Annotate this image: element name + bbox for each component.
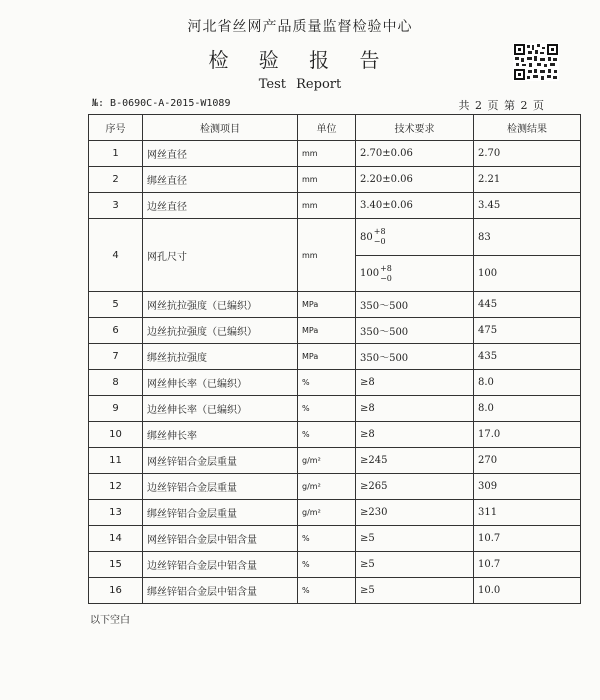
row-result: 10.0 — [474, 578, 581, 604]
row-item: 边丝锌铝合金层重量 — [143, 474, 298, 500]
row-unit: mm — [298, 141, 356, 167]
row-requirement: ≥8 — [356, 396, 474, 422]
row-no: 13 — [89, 500, 143, 526]
table-row — [89, 578, 581, 604]
row-result — [474, 219, 581, 292]
tolerance-plus: +8 — [380, 263, 392, 273]
tolerance-base: 80 — [360, 231, 373, 243]
table-row — [89, 526, 581, 552]
row-result: 270 — [474, 448, 581, 474]
row-requirement: ≥230 — [356, 500, 474, 526]
row-item: 边丝锌铝合金层中铝含量 — [143, 552, 298, 578]
sub-result: 100 — [474, 255, 580, 291]
table-row — [89, 344, 581, 370]
row-requirement: ≥5 — [356, 578, 474, 604]
table-row — [89, 448, 581, 474]
row-requirement: 350～500 — [356, 292, 474, 318]
table-row — [89, 422, 581, 448]
row-unit: % — [298, 396, 356, 422]
row-requirement: ≥245 — [356, 448, 474, 474]
table-header-row — [89, 115, 581, 141]
row-unit: mm — [298, 167, 356, 193]
row-unit: g/m² — [298, 448, 356, 474]
tolerance-plus: +8 — [373, 227, 386, 236]
row-item: 网丝抗拉强度（已编织） — [143, 292, 298, 318]
row-requirement: ≥5 — [356, 526, 474, 552]
col-header-no: 序号 — [89, 115, 143, 141]
row-requirement: 2.70±0.06 — [356, 141, 474, 167]
table-row — [89, 141, 581, 167]
row-result: 309 — [474, 474, 581, 500]
row-no: 12 — [89, 474, 143, 500]
row-requirement: 2.20±0.06 — [356, 167, 474, 193]
row-unit: % — [298, 370, 356, 396]
table-row — [89, 167, 581, 193]
tolerance-minus: −0 — [380, 273, 392, 283]
org-name: 河北省丝网产品质量监督检验中心 — [187, 19, 413, 35]
page-info: 共 2 页 第 2 页 — [458, 99, 545, 112]
row-requirement: 3.40±0.06 — [356, 193, 474, 219]
row-unit: MPa — [298, 292, 356, 318]
tolerance-value — [360, 264, 392, 284]
row-unit: MPa — [298, 318, 356, 344]
row-no: 5 — [89, 292, 143, 318]
row-no: 9 — [89, 396, 143, 422]
row-unit: g/m² — [298, 474, 356, 500]
row-item: 边丝抗拉强度（已编织） — [143, 318, 298, 344]
report-header — [0, 0, 600, 100]
row-result: 8.0 — [474, 396, 581, 422]
row-unit: % — [298, 578, 356, 604]
row-unit: MPa — [298, 344, 356, 370]
row-result: 10.7 — [474, 526, 581, 552]
row-item: 网丝伸长率（已编织） — [143, 370, 298, 396]
qr-code-icon — [513, 43, 559, 81]
row-unit: mm — [298, 219, 356, 292]
row-result: 3.45 — [474, 193, 581, 219]
row-result: 17.0 — [474, 422, 581, 448]
row-no: 7 — [89, 344, 143, 370]
report-title-cn: 检 验 报 告 — [208, 48, 392, 72]
row-item: 边丝伸长率（已编织） — [143, 396, 298, 422]
table-row — [89, 370, 581, 396]
row-requirement — [356, 219, 474, 292]
blank-below-note: 以下空白 — [90, 615, 130, 626]
table-row — [89, 552, 581, 578]
row-no: 1 — [89, 141, 143, 167]
col-header-item: 检测项目 — [143, 115, 298, 141]
row-unit: % — [298, 422, 356, 448]
row-unit: mm — [298, 193, 356, 219]
table-row — [89, 318, 581, 344]
row-item: 绑丝直径 — [143, 167, 298, 193]
row-requirement: 350～500 — [356, 318, 474, 344]
row-requirement: 350～500 — [356, 344, 474, 370]
col-header-requirement: 技术要求 — [356, 115, 474, 141]
row-unit: % — [298, 552, 356, 578]
row-no: 8 — [89, 370, 143, 396]
col-header-result: 检测结果 — [474, 115, 581, 141]
tolerance-base: 100 — [360, 268, 380, 279]
row-item: 绑丝伸长率 — [143, 422, 298, 448]
row-result: 311 — [474, 500, 581, 526]
row-item: 网丝直径 — [143, 141, 298, 167]
row-result: 8.0 — [474, 370, 581, 396]
row-item: 边丝直径 — [143, 193, 298, 219]
row-result: 445 — [474, 292, 581, 318]
table-row — [89, 474, 581, 500]
col-header-unit: 单位 — [298, 115, 356, 141]
row-item: 绑丝锌铝合金层重量 — [143, 500, 298, 526]
row-no: 4 — [89, 219, 143, 292]
row-item: 网丝锌铝合金层重量 — [143, 448, 298, 474]
row-item: 绑丝锌铝合金层中铝含量 — [143, 578, 298, 604]
row-result: 435 — [474, 344, 581, 370]
table-row — [89, 396, 581, 422]
row-unit: % — [298, 526, 356, 552]
sub-result: 83 — [478, 231, 491, 243]
row-result: 2.21 — [474, 167, 581, 193]
row-requirement: ≥265 — [356, 474, 474, 500]
tolerance-minus: −0 — [373, 237, 386, 246]
table-row — [89, 219, 581, 292]
row-no: 11 — [89, 448, 143, 474]
row-item: 网孔尺寸 — [143, 219, 298, 292]
report-title-en: Test Report — [258, 77, 342, 92]
row-no: 14 — [89, 526, 143, 552]
row-requirement: ≥8 — [356, 422, 474, 448]
table-row — [89, 193, 581, 219]
row-no: 10 — [89, 422, 143, 448]
row-item: 网丝锌铝合金层中铝含量 — [143, 526, 298, 552]
table-row — [89, 292, 581, 318]
row-result: 475 — [474, 318, 581, 344]
report-number: №: B-0690C-A-2015-W1089 — [92, 98, 231, 109]
row-no: 6 — [89, 318, 143, 344]
results-table — [88, 114, 581, 604]
tolerance-value — [360, 227, 386, 247]
table-row — [89, 500, 581, 526]
row-no: 3 — [89, 193, 143, 219]
row-result: 10.7 — [474, 552, 581, 578]
row-item: 绑丝抗拉强度 — [143, 344, 298, 370]
row-unit: g/m² — [298, 500, 356, 526]
row-no: 16 — [89, 578, 143, 604]
row-requirement: ≥5 — [356, 552, 474, 578]
row-no: 15 — [89, 552, 143, 578]
row-result: 2.70 — [474, 141, 581, 167]
row-requirement: ≥8 — [356, 370, 474, 396]
row-no: 2 — [89, 167, 143, 193]
